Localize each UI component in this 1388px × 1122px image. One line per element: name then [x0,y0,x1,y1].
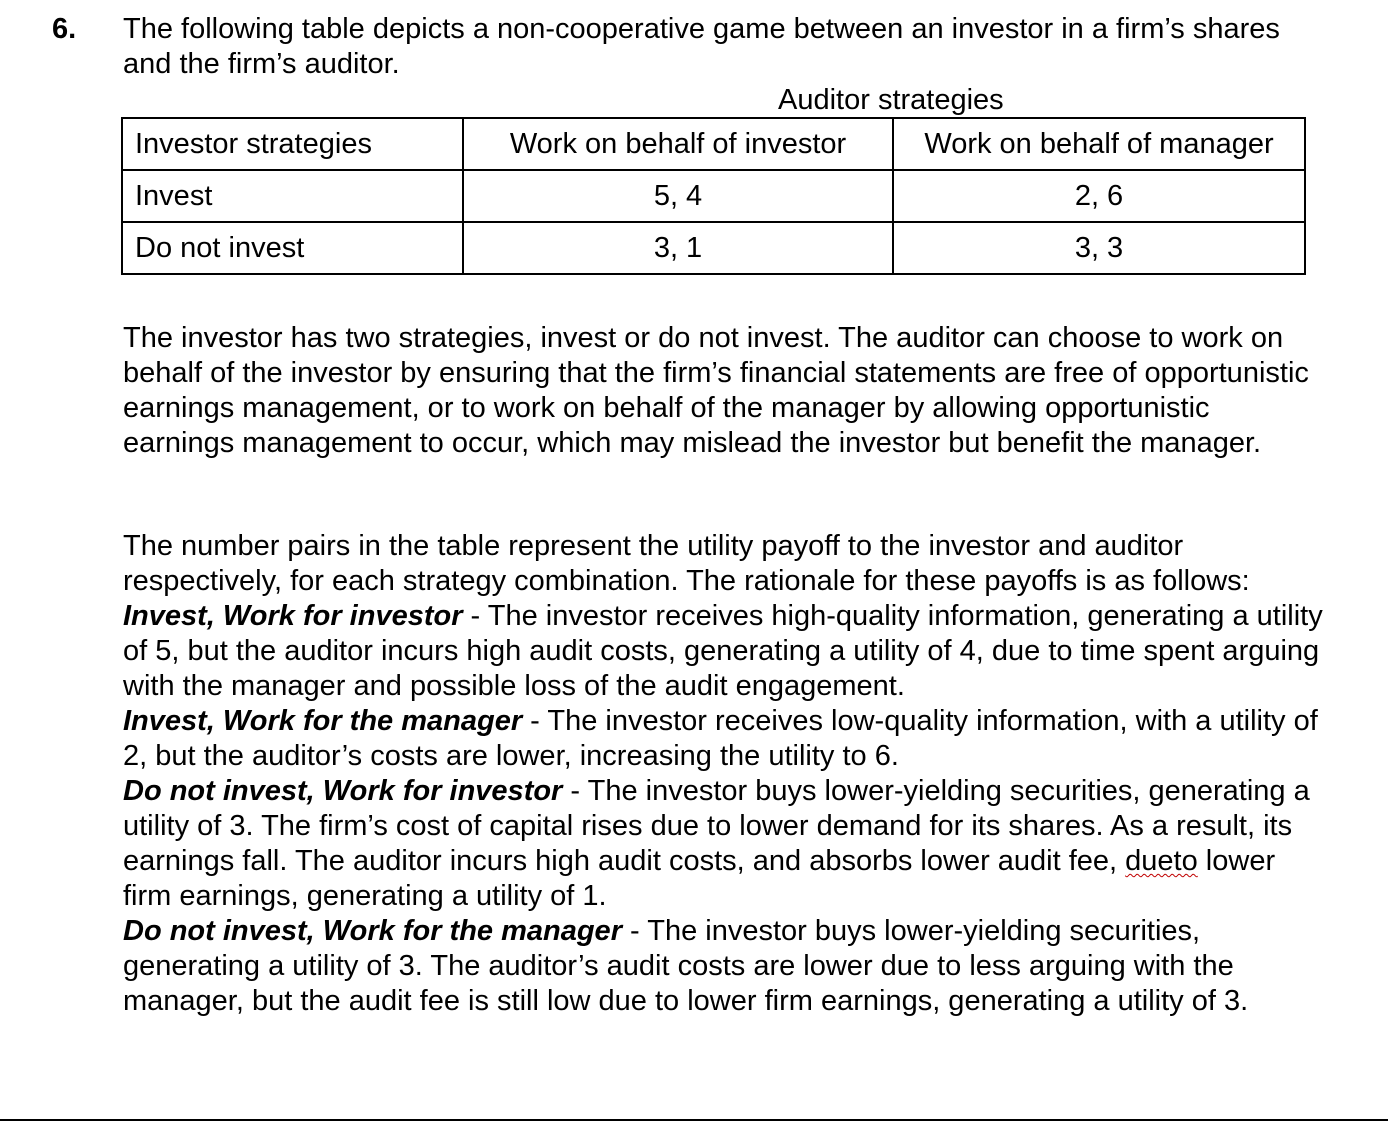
rationale-label: Do not invest, Work for the manager [123,915,622,947]
table-row [122,170,1305,222]
table-cell: Do not invest [122,222,463,274]
table-header-cell: Work on behalf of investor [463,118,893,170]
rationale-item [123,704,1323,774]
rationale-item [123,914,1323,1019]
question-number: 6. [52,13,77,45]
rationale-text: - The investor buys lower-yielding securities, generating a utility of 3. The firm’s cost of capital rises due to lower demand for its shares. As a result, its earnings fall. The auditor incurs high audit costs, and absorbs lower audit fee, [123,775,1310,877]
rationale-item [123,599,1323,704]
table-cell: 3, 3 [893,222,1305,274]
rationale-text: lower firm earnings, generating a utility of 1. [123,845,1276,912]
paragraph-strategies: The investor has two strategies, invest or do not invest. The auditor can choose to work on behalf of the investor by ensuring that the firm’s financial statements are free of opportunistic earnings management, or to work on behalf of the manager by allowing opportunistic earnings management to occur, which may mislead the investor but benefit the manager. [123,322,1309,459]
table-caption: Auditor strategies [778,84,1004,116]
table-cell: Invest [122,170,463,222]
rationale-text: - The investor receives high-quality information, generating a utility of 5, but the auditor incurs high audit costs, generating a utility of 4, due to time spent arguing with the manager and possible loss of the audit engagement. [123,600,1323,702]
table-row [122,222,1305,274]
payoff-intro: The number pairs in the table represent the utility payoff to the investor and auditor respectively, for each strategy combination. The rationale for these payoffs is as follows: [123,530,1250,597]
rationale-label: Invest, Work for the manager [123,705,523,737]
rationale-item [123,774,1323,914]
paragraph-payoffs [123,529,1323,1019]
table-header-row [122,118,1305,170]
spelling-error-word[interactable]: dueto [1125,845,1198,877]
question-intro: The following table depicts a non-cooperative game between an investor in a firm’s shares and the firm’s auditor. [123,13,1280,80]
rationale-label: Invest, Work for investor [123,600,463,632]
rationale-text: - The investor receives low-quality information, with a utility of 2, but the auditor’s costs are lower, increasing the utility to 6. [123,705,1318,772]
payoff-table [121,117,1306,275]
page-bottom-rule [0,1119,1388,1121]
table-cell: 3, 1 [463,222,893,274]
table-header-cell: Investor strategies [122,118,463,170]
table-cell: 2, 6 [893,170,1305,222]
table-header-cell: Work on behalf of manager [893,118,1305,170]
rationale-text: - The investor buys lower-yielding securities, generating a utility of 3. The auditor’s audit costs are lower due to less arguing with the manager, but the audit fee is still low due to lower firm earnings, generating a utility of 3. [123,915,1249,1017]
table-cell: 5, 4 [463,170,893,222]
rationale-label: Do not invest, Work for investor [123,775,563,807]
